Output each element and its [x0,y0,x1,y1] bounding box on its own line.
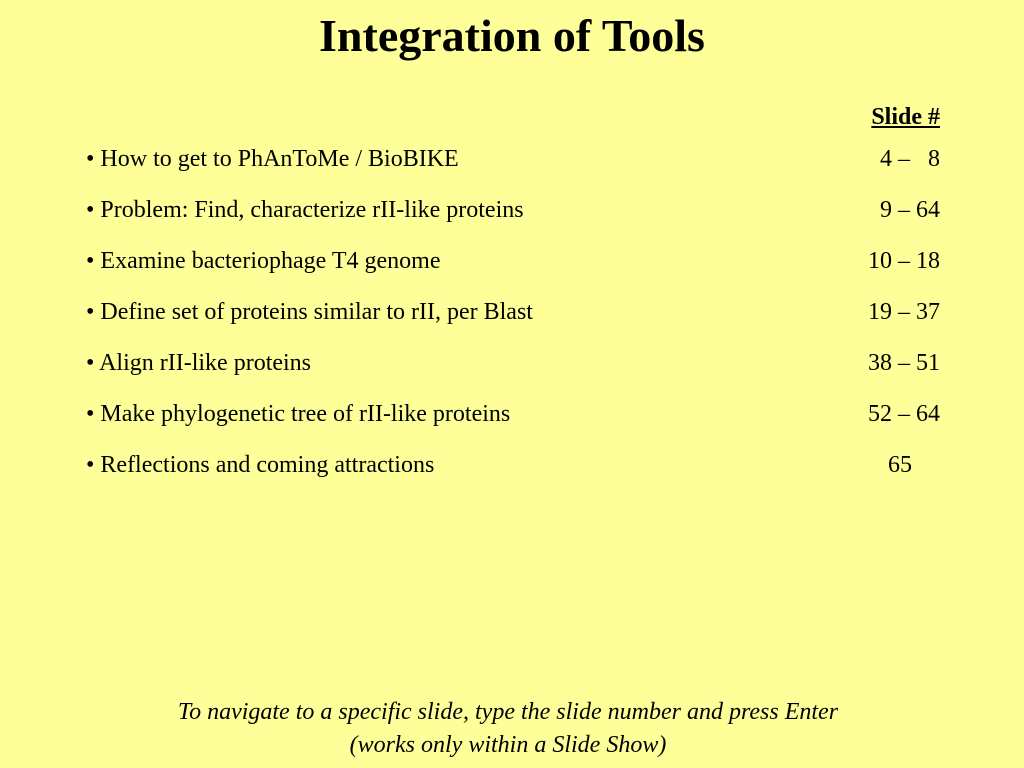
agenda-item[interactable] [86,347,946,398]
agenda-item-label: • Reflections and coming attractions [86,452,435,478]
agenda-item-slide-range: 65 [888,452,912,478]
agenda-item-label: • Problem: Find, characterize rII-like proteins [86,197,524,223]
agenda-item-slide-range: 4 – 8 [880,146,940,172]
slide-title: Integration of Tools [319,10,705,61]
slide-number-column-header: Slide # [871,104,940,130]
agenda-item-label: • Align rII-like proteins [86,350,312,376]
agenda-list [86,143,946,500]
navigation-hint [0,696,1016,762]
navigation-hint-line: To navigate to a specific slide, type the slide number and press Enter [177,699,839,725]
agenda-item-label: • Examine bacteriophage T4 genome [86,248,441,274]
agenda-item-slide-range: 52 – 64 [868,401,940,427]
navigation-hint-note: (works only within a Slide Show) [349,732,667,758]
agenda-item-slide-range: 9 – 64 [880,197,940,223]
agenda-item-label: • Define set of proteins similar to rII, per Blast [86,299,533,325]
agenda-item[interactable] [86,398,946,449]
agenda-item-slide-range: 38 – 51 [868,350,940,376]
agenda-item[interactable] [86,143,946,194]
agenda-item-label: • How to get to PhAnToMe / BioBIKE [86,146,459,172]
agenda-item[interactable] [86,245,946,296]
agenda-item-label: • Make phylogenetic tree of rII-like proteins [86,401,511,427]
agenda-item-slide-range: 19 – 37 [868,299,940,325]
agenda-item[interactable] [86,194,946,245]
agenda-item[interactable] [86,296,946,347]
agenda-item[interactable] [86,449,946,500]
agenda-item-slide-range: 10 – 18 [868,248,940,274]
